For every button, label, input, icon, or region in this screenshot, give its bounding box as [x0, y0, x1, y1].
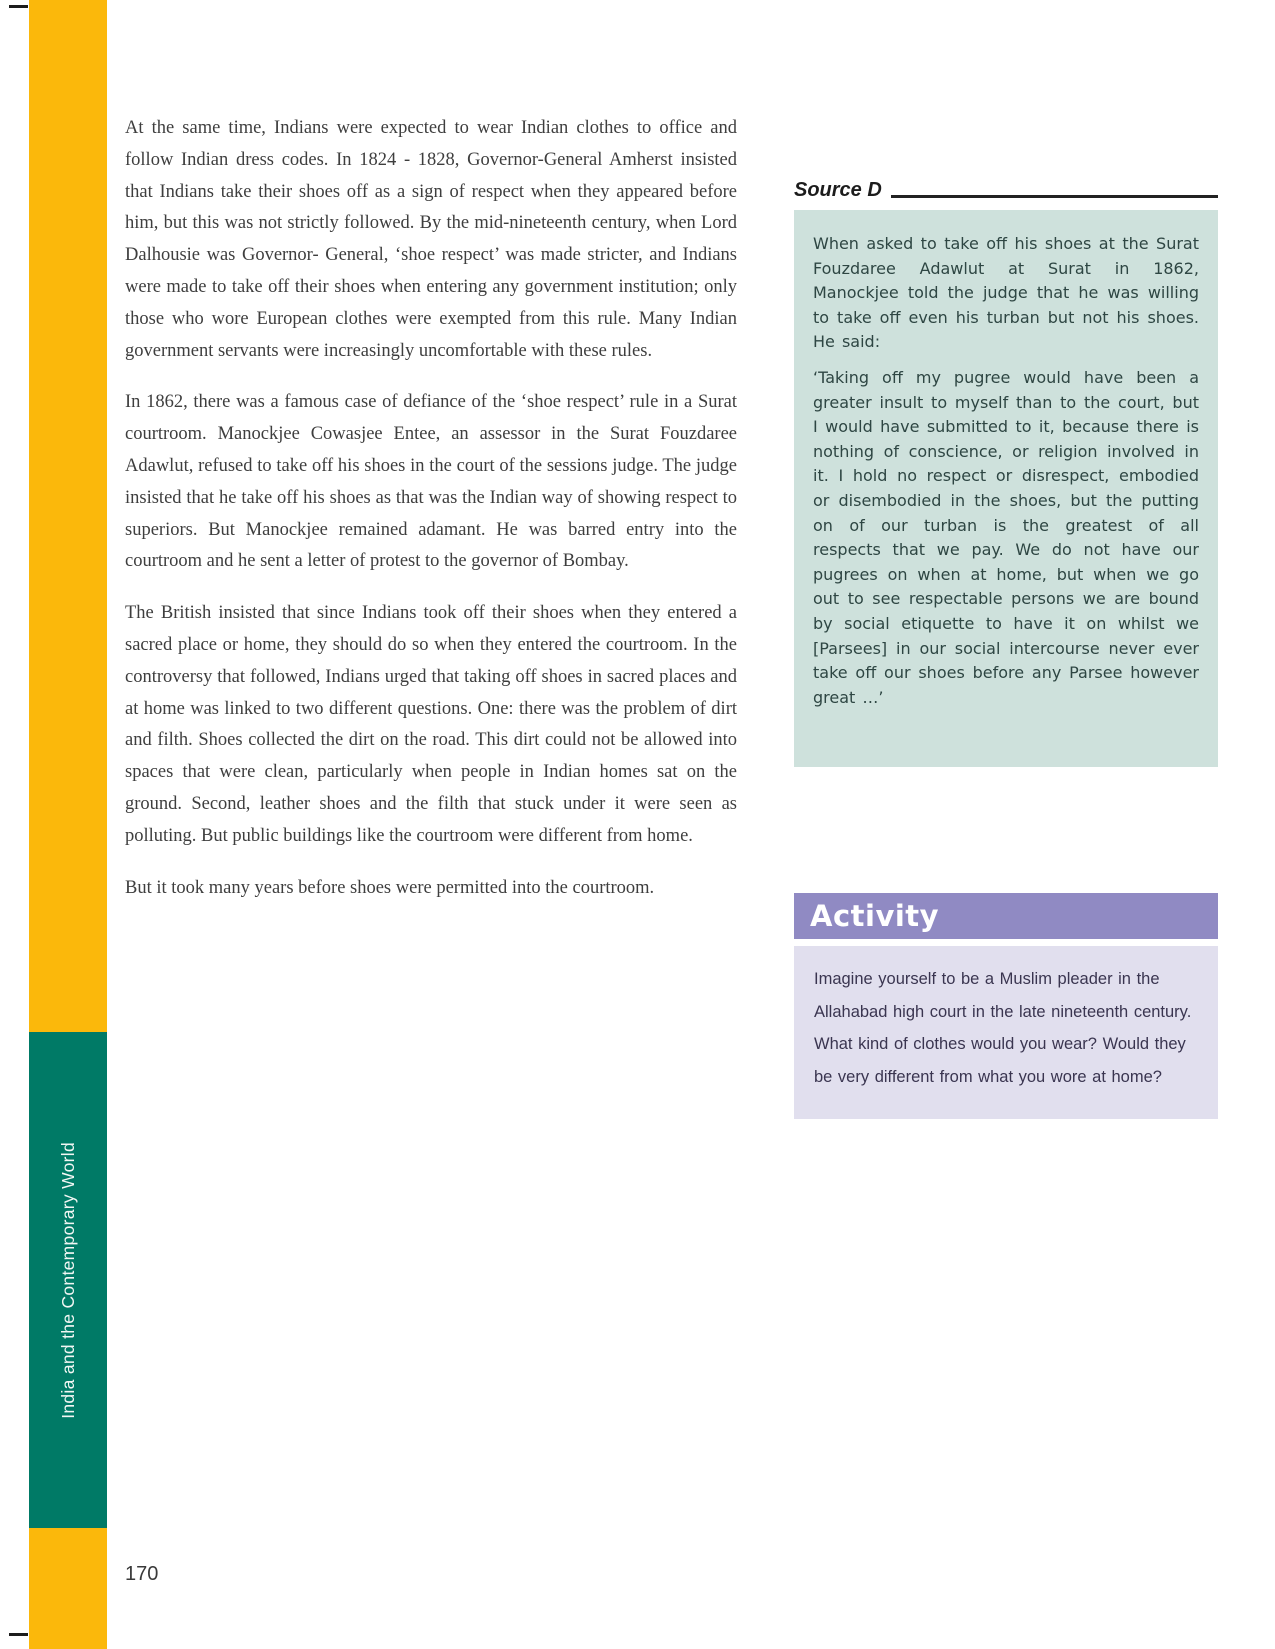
source-heading-row [794, 178, 1218, 202]
body-paragraph-4: But it took many years before shoes were permitted into the courtroom. [125, 877, 655, 898]
source-box [794, 210, 1218, 767]
activity-question: Imagine yourself to be a Muslim pleader in the Allahabad high court in the late nineteenth century. What kind of clothes would you wear? Would they be very different from what you wore at home? [814, 970, 1192, 1086]
sidebar-series-title: India and the Contemporary World [57, 1141, 78, 1419]
right-column [794, 178, 1218, 1119]
activity-header [794, 893, 1218, 939]
page-number: 170 [125, 1563, 159, 1585]
body-paragraph-1: At the same time, Indians were expected to wear Indian clothes to office and follow Indian dress codes. In 1824 - 1828, Governor-General Amherst insisted that Indians take their shoes off as a sign of respect when they appeared before him, but this was not strictly followed. By the mid-nineteenth century, when Lord Dalhousie was Governor- General, ‘shoe respect’ was made stricter, and Indians were made to take off their shoes when entering any government institution; only those who wore European clothes were exempted from this rule. Many Indian government servants were increasingly uncomfortable with these rules. [125, 118, 737, 361]
source-paragraph-1: When asked to take off his shoes at the Surat Fouzdaree Adawlut at Surat in 1862, Manockjee told the judge that he was willing to take off even his turban but not his shoes. He said: [813, 234, 1199, 352]
sidebar-teal-band [29, 1032, 107, 1528]
activity-body [794, 946, 1218, 1119]
body-paragraph-2: In 1862, there was a famous case of defiance of the ‘shoe respect’ rule in a Surat courtroom. Manockjee Cowasjee Entee, an assessor in the Surat Fouzdaree Adawlut, refused to take off his shoes in the court of the sessions judge. The judge insisted that he take off his shoes as that was the Indian way of showing respect to superiors. But Manockjee remained adamant. He was barred entry into the courtroom and he sent a letter of protest to the governor of Bombay. [125, 392, 737, 572]
activity-box [794, 893, 1218, 1119]
crop-mark-top [9, 5, 28, 8]
crop-mark-bottom [9, 1633, 28, 1636]
body-paragraph-3: The British insisted that since Indians took off their shoes when they entered a sacred place or home, they should do so when they entered the courtroom. In the controversy that followed, Indians urged that taking off shoes in sacred places and at home was linked to two different questions. One: there was the problem of dirt and filth. Shoes collected the dirt on the road. This dirt could not be allowed into spaces that were clean, particularly when people in Indian homes sat on the ground. Second, leather shoes and the filth that stuck under it were seen as polluting. But public buildings like the courtroom were different from home. [125, 603, 737, 846]
main-text-column [125, 113, 737, 924]
source-paragraph-2: ‘Taking off my pugree would have been a greater insult to myself than to the court, but I would have submitted to it, because there is nothing of conscience, or religion involved in it. I hold no respect or disrespect, embodied or disembodied in the shoes, but the putting on of our turban is the greatest of all respects that we pay. We do not have our pugrees on when at home, but when we go out to see respectable persons we are bound by social etiquette to have it on whilst we [Parsees] in our social intercourse never ever take off our shoes before any Parsee however great …’ [813, 367, 1199, 707]
activity-title: Activity [810, 899, 940, 933]
source-label: Source D [794, 179, 882, 201]
source-rule-line [891, 195, 1218, 198]
